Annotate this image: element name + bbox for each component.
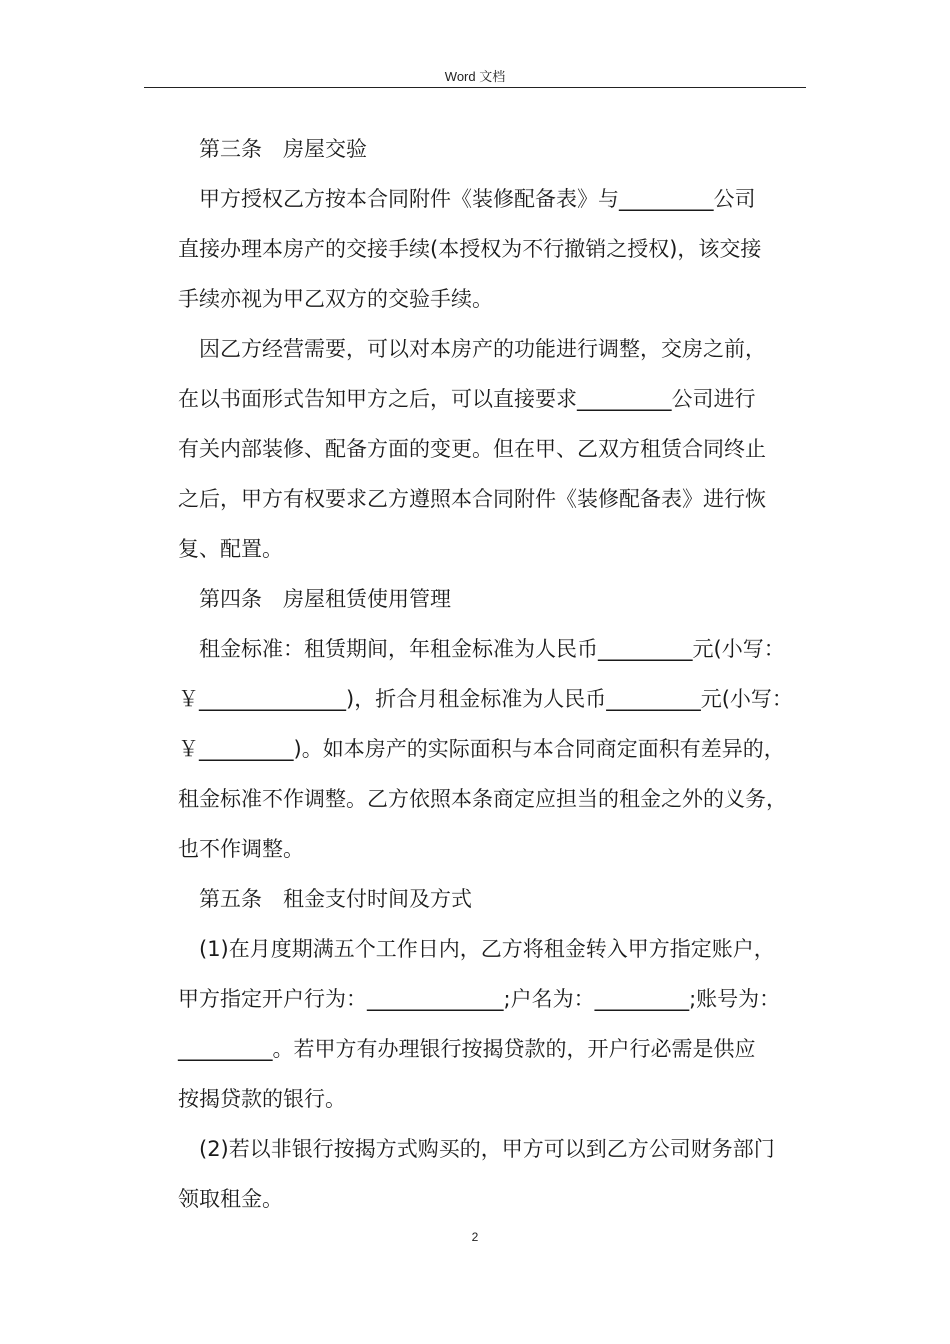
article-3-heading: 第三条 房屋交验 <box>199 137 367 161</box>
paragraph-line: 复、配置。 <box>178 537 283 561</box>
paragraph-line: (1)在月度期满五个工作日内，乙方将租金转入甲方指定账户， <box>199 937 775 961</box>
page-number: 2 <box>471 1230 479 1244</box>
paragraph-line: 领取租金。 <box>178 1187 283 1211</box>
paragraph-line: 甲方授权乙方按本合同附件《装修配备表》与_________公司 <box>199 187 756 211</box>
paragraph-line: ￥______________)，折合月租金标准为人民币_________元(小写： <box>178 687 793 711</box>
paragraph-line: (2)若以非银行按揭方式购买的，甲方可以到乙方公司财务部门 <box>199 1137 775 1161</box>
article-4-heading: 第四条 房屋租赁使用管理 <box>199 587 451 611</box>
header-title: Word 文档 <box>444 69 506 84</box>
paragraph-line: 甲方指定开户行为：_____________;户名为：_________;账号为： <box>178 987 781 1011</box>
paragraph-line: 有关内部装修、配备方面的变更。但在甲、乙双方租赁合同终止 <box>178 437 766 461</box>
article-5-heading: 第五条 租金支付时间及方式 <box>199 887 472 911</box>
paragraph-line: 在以书面形式告知甲方之后，可以直接要求_________公司进行 <box>178 387 756 411</box>
paragraph-line: ￥_________)。如本房产的实际面积与本合同商定面积有差异的， <box>178 737 785 761</box>
paragraph-line: 租金标准不作调整。乙方依照本条商定应担当的租金之外的义务， <box>178 787 787 811</box>
paragraph-line: _________。若甲方有办理银行按揭贷款的，开户行必需是供应 <box>178 1037 756 1061</box>
paragraph-line: 直接办理本房产的交接手续(本授权为不行撤销之授权)，该交接 <box>178 237 762 261</box>
paragraph-line: 租金标准：租赁期间，年租金标准为人民币_________元(小写： <box>199 637 785 661</box>
paragraph-line: 按揭贷款的银行。 <box>178 1087 346 1111</box>
paragraph-line: 手续亦视为甲乙双方的交验手续。 <box>178 287 493 311</box>
paragraph-line: 因乙方经营需要，可以对本房产的功能进行调整，交房之前， <box>199 337 766 361</box>
paragraph-line: 也不作调整。 <box>178 837 304 861</box>
paragraph-line: 之后，甲方有权要求乙方遵照本合同附件《装修配备表》进行恢 <box>178 487 766 511</box>
header-divider <box>144 87 806 88</box>
